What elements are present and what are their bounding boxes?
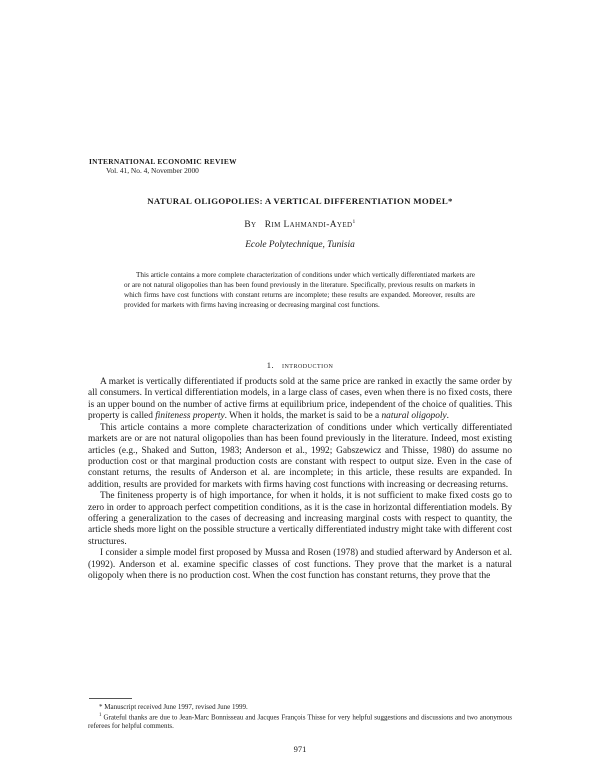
paragraph-2: This article contains a more complete characterization of conditions under which vertically differentiated markets are or are not natural oligopolies than has been found previously in the literature. Indeed, most existing articles (e.g., Shaked and Sutton, 1983; Anderson et al., 1992; Gabszewicz and Thisse, 1980) do assume no production cost or that marginal production costs are constant with respect to output size. Even in the case of constant returns, the results of Anderson et al. are incomplete; in this article, these results are expanded. In addition, results are provided for markets with firms having cost functions with increasing or decreasing returns.	[88, 422, 512, 490]
paragraph-3: The finiteness property is of high importance, for when it holds, it is not sufficient to make fixed costs go to zero in order to approach perfect competition conditions, as it is the case in horizontal differentiation models. By offering a generalization to the cases of decreasing and increasing marginal costs with respect to quantity, the article sheds more light on the possible structure a vertically differentiated industry might take with different cost structures.	[88, 491, 512, 547]
paragraph-1-part-a: A market is vertically differentiated if products sold at the same price are ranked in exactly the same order by all consumers. In vertical differentiation models, in a large class of cases, even when there is no fixed costs, there is an upper bound on the number of active firms at equilibrium price, independent of the choice of qualities. This property is called	[88, 377, 512, 422]
author-footnote-mark: 1	[352, 219, 356, 225]
paragraph-4: I consider a simple model first proposed by Mussa and Rosen (1978) and studied afterward by Anderson et al. (1992). Anderson et al. examine specific classes of cost functions. They prove that the market is a natural oligopoly when there is no production cost. When the cost function has constant returns, they prove that the	[88, 548, 512, 582]
term-natural-oligopoly: natural oligopoly	[381, 411, 447, 422]
byline	[0, 219, 600, 230]
abstract	[124, 271, 475, 311]
body-text	[88, 377, 512, 583]
section-heading	[0, 360, 600, 370]
term-finiteness-property: finiteness property	[155, 411, 225, 422]
author-affiliation: Ecole Polytechnique, Tunisia	[245, 240, 355, 250]
journal-name: INTERNATIONAL ECONOMIC REVIEW	[89, 157, 237, 166]
paragraph-1-part-b: . When it holds, the market is said to be a	[224, 411, 382, 422]
paragraph-1	[88, 377, 512, 423]
footnote-star: * Manuscript received June 1997, revised June 1999.	[99, 703, 248, 711]
footnote-rule	[89, 698, 132, 699]
issue-info: Vol. 41, No. 4, November 2000	[106, 166, 199, 175]
footnote-1-mark: 1	[99, 712, 102, 718]
page-number: 971	[293, 744, 307, 754]
author-name: Rim Lahmandi-Ayed	[264, 220, 353, 231]
paragraph-1-part-c: .	[446, 411, 449, 422]
section-title: introduction	[281, 360, 334, 370]
footnotes	[88, 703, 512, 731]
section-number: 1.	[266, 360, 275, 370]
footnote-1-text: Grateful thanks are due to Jean-Marc Bonnisseau and Jacques François Thisse for very helpful suggestions and discussions and two anonymous referees for helpful comments.	[88, 713, 512, 731]
footnote-1	[88, 712, 512, 731]
article-title: NATURAL OLIGOPOLIES: A VERTICAL DIFFERENTIATION MODEL*	[147, 196, 453, 206]
abstract-text: This article contains a more complete characterization of conditions under which vertically differentiated markets are or are not natural oligopolies than has been found previously in the literature. Specifically, previous results on markets in which firms have cost functions with constant returns are incomplete; these results are expanded. Moreover, results are provided for markets with firms having increasing or decreasing marginal cost functions.	[124, 271, 475, 309]
byline-prefix: By	[244, 220, 257, 231]
